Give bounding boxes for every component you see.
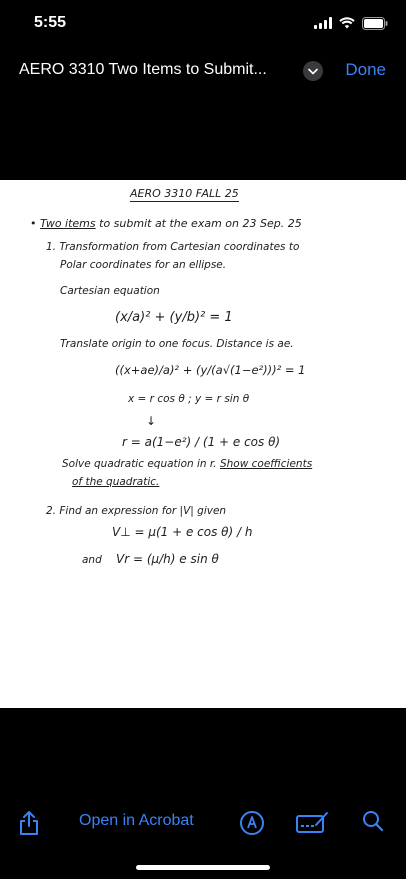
search-icon[interactable]	[362, 810, 384, 832]
cartesian-equation: (x/a)² + (y/b)² = 1	[115, 310, 233, 325]
item1-line2: Polar coordinates for an ellipse.	[60, 259, 227, 271]
status-time: 5:55	[34, 14, 67, 31]
document-heading: AERO 3310 FALL 25	[130, 187, 239, 200]
open-in-acrobat-link[interactable]: Open in Acrobat	[79, 812, 194, 829]
and-label: and	[82, 554, 102, 566]
polar-substitution: x = r cos θ ; y = r sin θ	[128, 393, 250, 405]
translated-equation: ((x+ae)/a)² + (y/(a√(1−e²)))² = 1	[115, 363, 306, 377]
intro-underlined: Two items	[40, 217, 96, 230]
wifi-icon	[339, 17, 355, 29]
item2-line: 2. Find an expression for |V| given	[46, 505, 227, 517]
v-perp-equation: V⊥ = μ(1 + e cos θ) / h	[112, 525, 253, 539]
bullet: •	[30, 217, 37, 230]
bottom-toolbar	[0, 800, 406, 846]
solve-show: Show coefficients	[219, 458, 313, 470]
done-button[interactable]: Done	[345, 60, 386, 79]
arrow-down-icon: ↓	[146, 414, 157, 428]
intro-rest: to submit at the exam on 23 Sep. 25	[99, 217, 302, 230]
item1-line1: 1. Transformation from Cartesian coordinates to	[46, 241, 300, 253]
document-title: AERO 3310 Two Items to Submit...	[19, 61, 267, 78]
solve-line2-text: of the quadratic.	[72, 476, 160, 488]
intro-line	[30, 217, 302, 230]
navigation-header	[0, 48, 406, 92]
chevron-down-icon[interactable]	[303, 61, 323, 81]
status-bar	[0, 0, 406, 48]
solve-text: Solve quadratic equation in r.	[62, 458, 217, 470]
share-icon[interactable]	[18, 810, 40, 836]
solve-line2	[72, 476, 159, 488]
solve-line1	[62, 458, 312, 470]
status-icons	[314, 16, 388, 30]
home-indicator[interactable]	[136, 865, 270, 870]
signature-icon[interactable]	[296, 810, 330, 834]
v-r-equation: Vr = (μ/h) e sin θ	[116, 552, 219, 566]
markup-pen-icon[interactable]	[239, 810, 265, 836]
r-equation: r = a(1−e²) / (1 + e cos θ)	[122, 435, 281, 449]
battery-icon	[362, 17, 388, 30]
document-page	[0, 180, 406, 708]
cartesian-label: Cartesian equation	[60, 285, 160, 297]
translate-line: Translate origin to one focus. Distance is ae.	[60, 338, 294, 350]
cellular-signal-icon	[314, 17, 332, 29]
